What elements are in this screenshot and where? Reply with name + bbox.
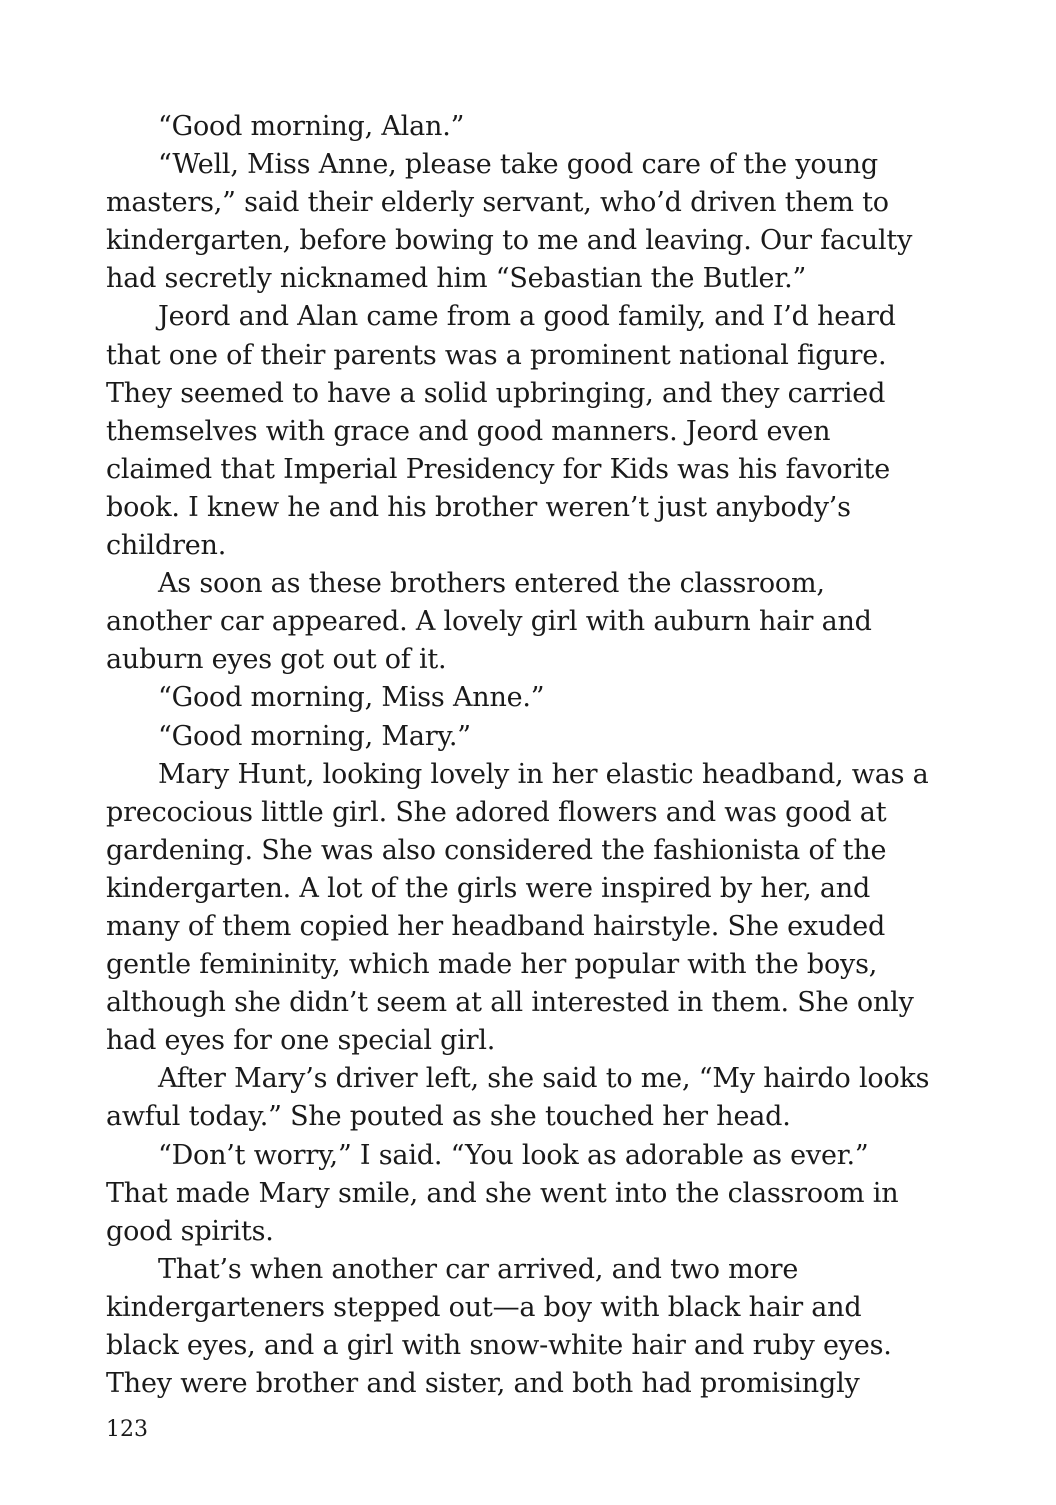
paragraph: “Don’t worry,” I said. “You look as adorable as ever.” That made Mary smile, and she went into the classroom in good spirits. (106, 1139, 899, 1247)
body-text (106, 108, 936, 1403)
paragraph: As soon as these brothers entered the classroom, another car appeared. A lovely girl with auburn hair and auburn eyes got out of it. (106, 568, 872, 676)
paragraph: “Good morning, Alan.” (158, 111, 465, 142)
paragraph: Jeord and Alan came from a good family, and I’d heard that one of their parents was a prominent national figure. They seemed to have a solid upbringing, and they carried themselves with grace and good manners. Jeord even claimed that Imperial Presidency for Kids was his favorite book. I knew he and his brother weren’t just anybody’s children. (106, 301, 896, 562)
paragraph: “Good morning, Mary.” (158, 720, 471, 752)
paragraph: “Good morning, Miss Anne.” (158, 682, 545, 714)
paragraph: After Mary’s driver left, she said to me, “My hairdo looks awful today.” She pouted as she touched her head. (106, 1063, 930, 1133)
paragraph: That’s when another car arrived, and two more kindergarteners stepped out—a boy with black hair and black eyes, and a girl with snow-white hair and ruby eyes. They were brother and sister, and both had promisingly (106, 1253, 892, 1400)
paragraph: Mary Hunt, looking lovely in her elastic headband, was a precocious little girl. She adored flowers and was good at gardening. She was also considered the fashionista of the kindergarten. A lot of the girls were inspired by her, and many of them copied her headband hairstyle. She exuded gentle femininity, which made her popular with the boys, although she didn’t seem at all interested in them. She only had eyes for one special girl. (106, 758, 929, 1057)
page-number: 123 (106, 1417, 148, 1442)
paragraph: “Well, Miss Anne, please take good care of the young masters,” said their elderly servant, who’d driven them to kindergarten, before bowing to me and leaving. Our faculty had secretly nicknamed him “Sebastian the Butler.” (106, 149, 913, 295)
